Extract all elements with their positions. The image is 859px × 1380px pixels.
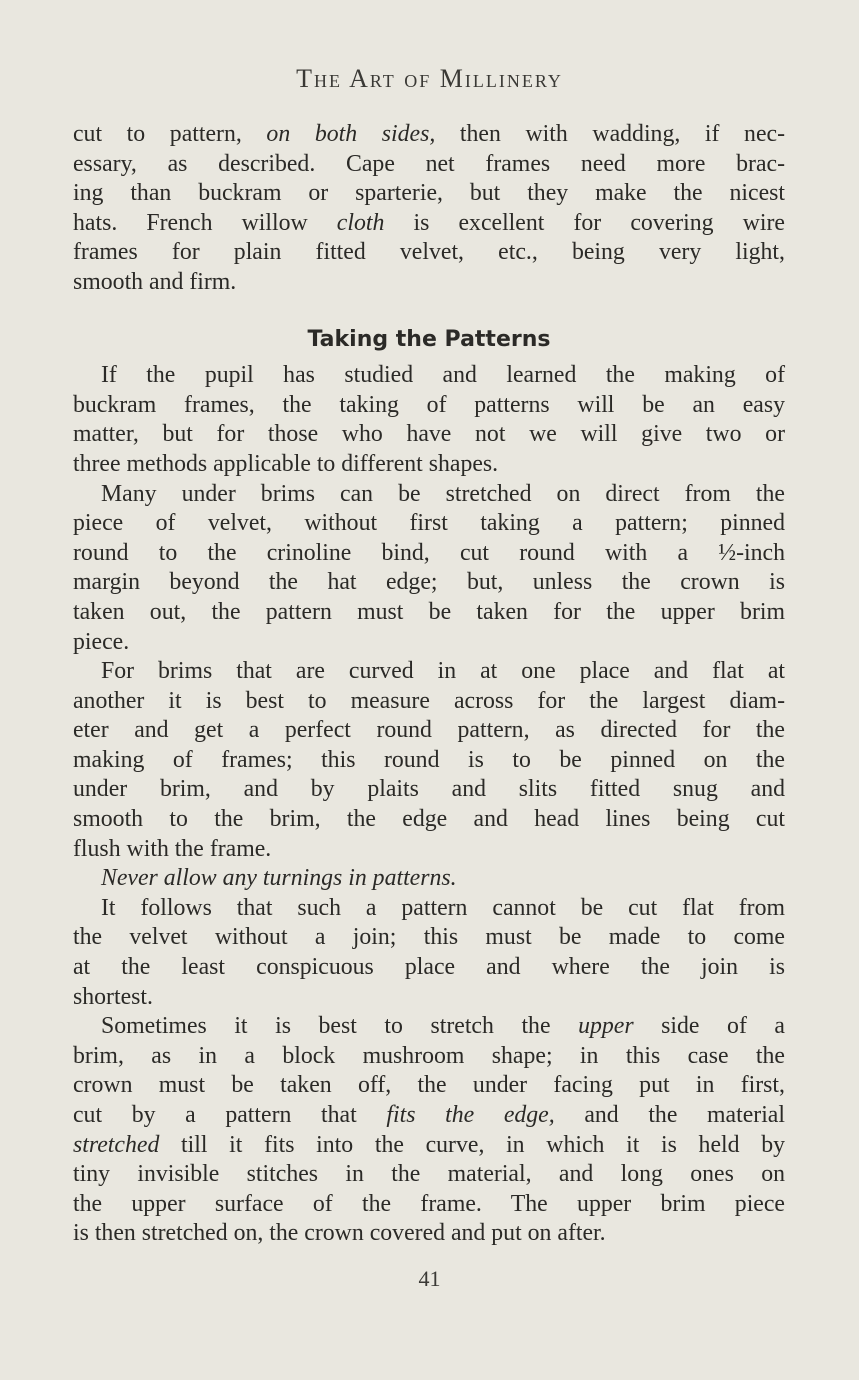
text-run: three methods applicable to different shapes. bbox=[73, 450, 499, 477]
text-run: margin beyond the hat edge; but, unless the crown is bbox=[73, 569, 785, 596]
italic-run: fits the edge, bbox=[386, 1102, 555, 1128]
text-line bbox=[73, 480, 785, 510]
running-title: The Art of Millinery bbox=[296, 64, 563, 93]
text-line bbox=[73, 1219, 785, 1249]
text-line bbox=[73, 568, 785, 598]
text-line bbox=[73, 150, 785, 180]
text-line bbox=[73, 420, 785, 450]
text-run: making of frames; this round is to be pinned on the bbox=[73, 746, 785, 773]
text-run: another it is best to measure across for the largest diam- bbox=[73, 687, 785, 714]
text-run: frames for plain fitted velvet, etc., being very light, bbox=[73, 239, 785, 266]
text-line bbox=[73, 864, 785, 894]
text-run: is excellent for covering wire bbox=[384, 209, 785, 236]
text-run: till it fits into the curve, in which it is held by bbox=[159, 1131, 785, 1158]
text-run: buckram frames, the taking of patterns will be an easy bbox=[73, 391, 785, 418]
text-line bbox=[73, 953, 785, 983]
text-line bbox=[73, 775, 785, 805]
text-run: piece. bbox=[73, 628, 130, 655]
text-run: Sometimes it is best to stretch the bbox=[101, 1013, 579, 1040]
paragraph bbox=[73, 864, 785, 894]
text-run: Many under brims can be stretched on direct from the bbox=[101, 480, 785, 507]
text-line bbox=[73, 598, 785, 628]
text-line bbox=[73, 268, 785, 298]
text-line bbox=[73, 687, 785, 717]
text-line bbox=[73, 238, 785, 268]
text-line bbox=[73, 716, 785, 746]
text-run: For brims that are curved in at one place and flat at bbox=[101, 658, 785, 685]
text-line bbox=[73, 983, 785, 1013]
text-run: then with wadding, if nec- bbox=[435, 121, 785, 147]
text-line bbox=[73, 1042, 785, 1072]
text-line bbox=[73, 209, 785, 239]
text-run: eter and get a perfect round pattern, as directed for the bbox=[73, 717, 785, 744]
text-run: matter, but for those who have not we will give two or bbox=[73, 421, 785, 448]
text-line bbox=[73, 450, 785, 480]
text-line bbox=[73, 1071, 785, 1101]
paragraph bbox=[73, 480, 785, 658]
text-run: under brim, and by plaits and slits fitted snug and bbox=[73, 776, 785, 803]
text-run: smooth to the brim, the edge and head lines being cut bbox=[73, 806, 785, 833]
text-line bbox=[73, 120, 785, 150]
text-run: ing than buckram or sparterie, but they make the nicest bbox=[73, 180, 785, 207]
text-run: is then stretched on, the crown covered and put on after. bbox=[73, 1220, 606, 1247]
text-line bbox=[73, 746, 785, 776]
text-run: flush with the frame. bbox=[73, 835, 272, 862]
text-line bbox=[73, 894, 785, 924]
text-line bbox=[73, 391, 785, 421]
text-run: tiny invisible stitches in the material, and long ones on bbox=[73, 1161, 785, 1188]
paragraph bbox=[73, 657, 785, 864]
page-number: 41 bbox=[418, 1266, 441, 1291]
italic-run: stretched bbox=[73, 1131, 160, 1158]
text-line bbox=[73, 805, 785, 835]
section-paragraphs bbox=[73, 361, 785, 1249]
text-run: smooth and firm. bbox=[73, 268, 237, 295]
italic-run: on both sides, bbox=[266, 121, 436, 147]
text-line bbox=[73, 923, 785, 953]
text-line bbox=[73, 835, 785, 865]
body-text bbox=[73, 120, 785, 1249]
italic-run: cloth bbox=[336, 209, 385, 236]
paragraph bbox=[73, 894, 785, 1012]
text-run: the upper surface of the frame. The upper brim piece bbox=[73, 1190, 785, 1217]
text-run: piece of velvet, without first taking a pattern; pinned bbox=[73, 510, 785, 537]
paragraph bbox=[73, 361, 785, 479]
text-line bbox=[73, 509, 785, 539]
text-run: cut by a pattern that bbox=[73, 1102, 387, 1128]
text-line bbox=[73, 539, 785, 569]
text-line bbox=[73, 1160, 785, 1190]
text-run: If the pupil has studied and learned the making of bbox=[101, 362, 785, 389]
text-run: brim, as in a block mushroom shape; in this case the bbox=[73, 1042, 785, 1069]
text-line bbox=[73, 1012, 785, 1042]
text-run: essary, as described. Cape net frames need more brac- bbox=[73, 150, 785, 177]
text-run: and the material bbox=[554, 1102, 785, 1128]
text-line bbox=[73, 657, 785, 687]
text-run: It follows that such a pattern cannot be cut flat from bbox=[101, 894, 785, 921]
text-run: taken out, the pattern must be taken for the upper brim bbox=[73, 598, 785, 625]
text-run: cut to pattern, bbox=[73, 121, 267, 147]
text-line bbox=[73, 1190, 785, 1220]
intro-paragraph bbox=[73, 120, 785, 298]
italic-run: upper bbox=[578, 1013, 634, 1040]
section-heading: Taking the Patterns bbox=[307, 326, 551, 352]
italic-run: Never allow any turnings in patterns. bbox=[101, 865, 457, 892]
text-line bbox=[73, 1101, 785, 1131]
text-line bbox=[73, 1131, 785, 1161]
text-run: round to the crinoline bind, cut round with a ½-inch bbox=[73, 539, 785, 566]
text-run: the velvet without a join; this must be made to come bbox=[73, 924, 785, 951]
text-run: at the least conspicuous place and where the join is bbox=[73, 954, 785, 981]
text-run: hats. French willow bbox=[73, 209, 337, 236]
paragraph bbox=[73, 1012, 785, 1249]
text-line bbox=[73, 361, 785, 391]
text-run: crown must be taken off, the under facing put in first, bbox=[73, 1072, 785, 1099]
text-run: shortest. bbox=[73, 983, 153, 1010]
text-line bbox=[73, 179, 785, 209]
text-run: side of a bbox=[633, 1013, 785, 1040]
text-line bbox=[73, 628, 785, 658]
